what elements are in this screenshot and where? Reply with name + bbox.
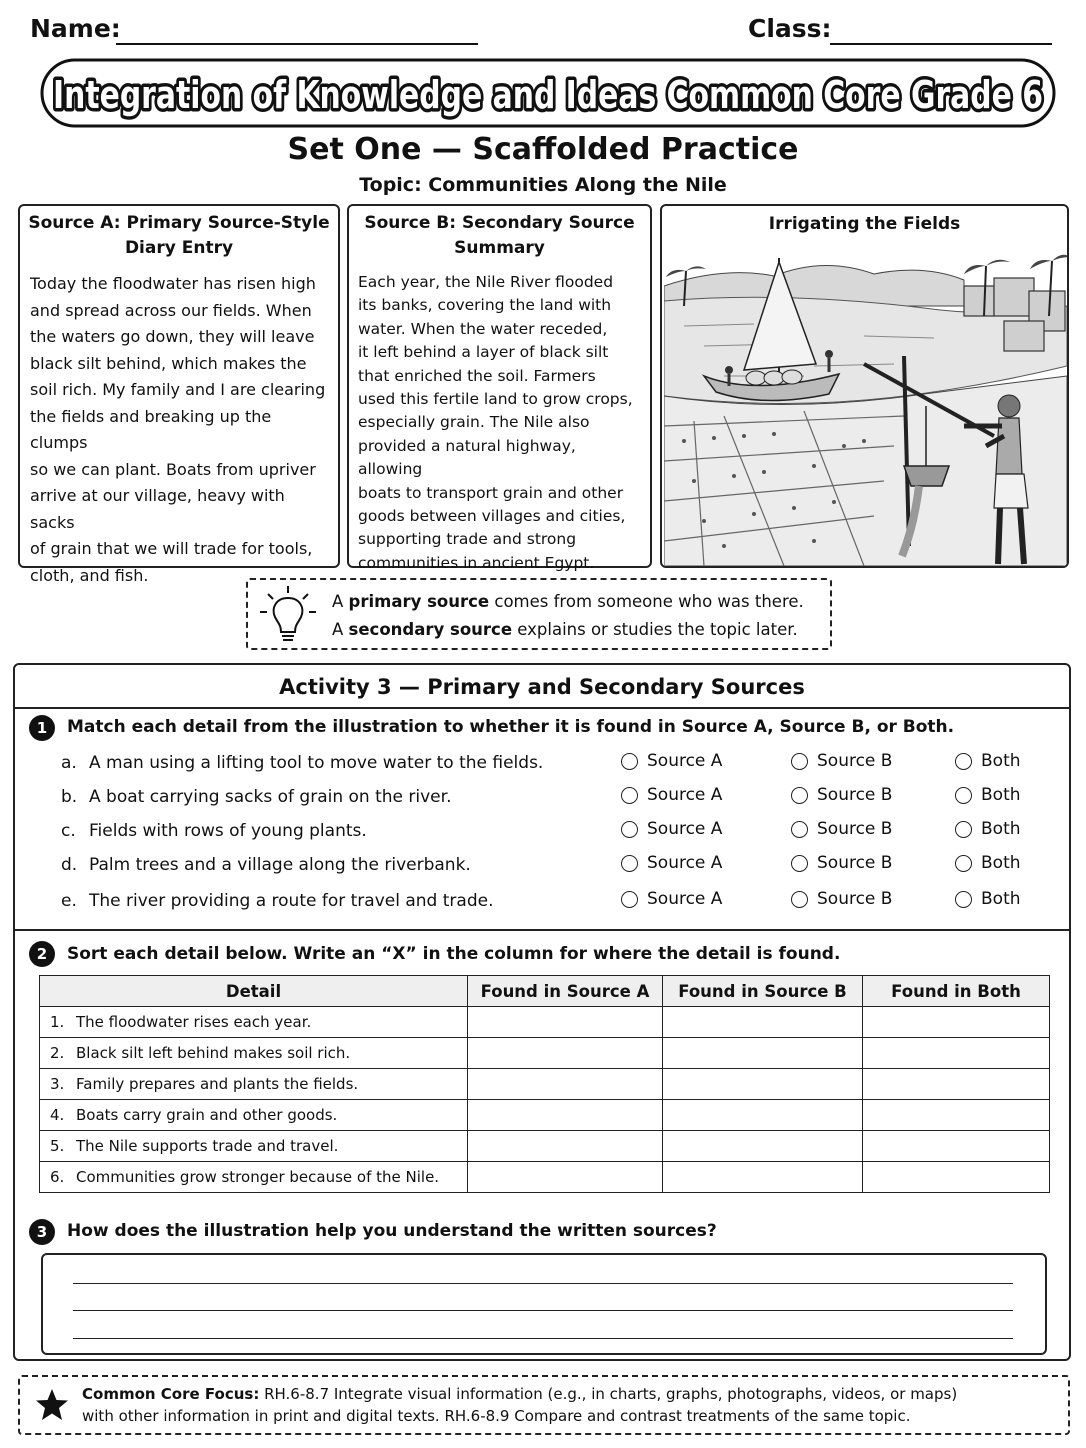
question-1-number: 1 [29, 715, 55, 741]
source-a-text: Today the floodwater has risen high and spread across our fields. When the waters go down, they will leave black silt behind, which makes the soil rich. My family and I are clearing the fields and breaking up the clumps so we can plant. Boats from upriver arrive at our village, heavy with sacks of grain that we will trade for tools, cloth, and fish. [30, 274, 326, 585]
radio-button[interactable] [791, 821, 808, 838]
answer-cell-both[interactable] [863, 1162, 1050, 1193]
match-option-source-a[interactable] [621, 819, 722, 839]
detail-text: The Nile supports trade and travel. [76, 1137, 339, 1155]
match-option-source-a[interactable] [621, 889, 722, 909]
match-row-text: The river providing a route for travel and trade. [89, 891, 494, 911]
radio-button[interactable] [955, 787, 972, 804]
match-option-both[interactable] [955, 751, 1021, 771]
answer-cell-source-b[interactable] [663, 1038, 863, 1069]
row-number: 2. [50, 1044, 65, 1062]
match-row-letter: c. [61, 821, 76, 841]
answer-cell-both[interactable] [863, 1069, 1050, 1100]
activity-title: Activity 3 — Primary and Secondary Sources [279, 675, 805, 699]
match-row [15, 785, 1069, 815]
common-core-focus [18, 1375, 1070, 1435]
answer-cell-source-a[interactable] [468, 1038, 663, 1069]
answer-box[interactable] [41, 1253, 1047, 1355]
primary-secondary-tip [246, 578, 832, 650]
answer-cell-source-b[interactable] [663, 1131, 863, 1162]
radio-button[interactable] [621, 855, 638, 872]
illustration-box [660, 204, 1069, 568]
answer-cell-source-b[interactable] [663, 1007, 863, 1038]
table-row [40, 1162, 1050, 1193]
radio-label: Source A [647, 751, 723, 771]
answer-cell-source-a[interactable] [468, 1131, 663, 1162]
detail-cell [40, 1007, 468, 1038]
question-3-number: 3 [29, 1219, 55, 1245]
match-option-both[interactable] [955, 785, 1021, 805]
table-row [40, 1100, 1050, 1131]
question-2-prompt: Sort each detail below. Write an “X” in the column for where the detail is found. [67, 944, 841, 964]
name-field[interactable] [116, 43, 478, 45]
header-both: Found in Both [863, 976, 1050, 1007]
match-row [15, 889, 1069, 919]
detail-cell [40, 1069, 468, 1100]
divider [15, 929, 1069, 931]
focus-line-1: Common Core Focus: RH.6-8.7 Integrate visual information (e.g., in charts, graphs, photographs, videos, or maps) [82, 1385, 958, 1403]
radio-label: Source B [817, 819, 893, 839]
radio-label: Source B [817, 853, 893, 873]
radio-label: Source A [647, 853, 723, 873]
answer-cell-source-a[interactable] [468, 1162, 663, 1193]
table-row [40, 1069, 1050, 1100]
detail-cell [40, 1131, 468, 1162]
radio-button[interactable] [791, 787, 808, 804]
radio-button[interactable] [791, 855, 808, 872]
class-label: Class: [748, 14, 832, 43]
focus-line-2: with other information in print and digital texts. RH.6-8.9 Compare and contrast treatments of the same topic. [82, 1407, 911, 1425]
illustration-title: Irrigating the Fields [768, 214, 961, 234]
match-row [15, 819, 1069, 849]
match-row-letter: e. [61, 891, 77, 911]
source-b-text: Each year, the Nile River flooded its banks, covering the land with water. When the water receded, it left behind a layer of black silt that enriched the soil. Farmers used this fertile land to grow crops, especially grain. The Nile also provided a natural highway, allowing boats to transport grain and other goods between villages and cities, supporting trade and strong communities in ancient Egypt. [358, 273, 633, 572]
tip-secondary-line: A secondary source explains or studies the topic later. [332, 620, 798, 639]
radio-button[interactable] [621, 821, 638, 838]
detail-cell [40, 1162, 468, 1193]
star-icon [34, 1387, 70, 1423]
match-option-both[interactable] [955, 819, 1021, 839]
radio-button[interactable] [621, 787, 638, 804]
answer-line[interactable] [73, 1310, 1013, 1311]
radio-label: Both [981, 751, 1021, 771]
radio-button[interactable] [791, 753, 808, 770]
answer-cell-source-a[interactable] [468, 1007, 663, 1038]
radio-button[interactable] [955, 855, 972, 872]
answer-cell-both[interactable] [863, 1131, 1050, 1162]
match-option-source-b[interactable] [791, 751, 892, 771]
nile-irrigation-illustration [664, 246, 1067, 566]
radio-label: Source A [647, 785, 723, 805]
row-number: 1. [50, 1013, 65, 1031]
row-number: 6. [50, 1168, 65, 1186]
worksheet-title [40, 56, 1056, 130]
answer-line[interactable] [73, 1338, 1013, 1339]
radio-button[interactable] [791, 891, 808, 908]
match-option-source-a[interactable] [621, 785, 722, 805]
header-source-a: Found in Source A [468, 976, 663, 1007]
radio-button[interactable] [955, 891, 972, 908]
source-b-title: Source B: Secondary Source Summary [364, 213, 635, 258]
detail-text: The floodwater rises each year. [76, 1013, 312, 1031]
match-row [15, 751, 1069, 781]
match-row-text: A man using a lifting tool to move water to the fields. [89, 753, 544, 773]
detail-text: Black silt left behind makes soil rich. [76, 1044, 351, 1062]
match-row-text: Fields with rows of young plants. [89, 821, 367, 841]
answer-cell-both[interactable] [863, 1100, 1050, 1131]
class-field[interactable] [830, 43, 1052, 45]
subtitle: Set One — Scaffolded Practice [287, 132, 799, 167]
name-label: Name: [30, 14, 121, 43]
detail-cell [40, 1038, 468, 1069]
name-class-row [30, 10, 1054, 46]
header-source-b: Found in Source B [663, 976, 863, 1007]
table-row [40, 1038, 1050, 1069]
topic: Topic: Communities Along the Nile [359, 174, 727, 196]
radio-label: Source A [647, 819, 723, 839]
match-row-letter: d. [61, 855, 78, 875]
row-number: 3. [50, 1075, 65, 1093]
answer-cell-both[interactable] [863, 1038, 1050, 1069]
activity-panel [13, 663, 1071, 1361]
source-b-box [347, 204, 652, 572]
detail-text: Boats carry grain and other goods. [76, 1106, 338, 1124]
radio-label: Both [981, 853, 1021, 873]
row-number: 4. [50, 1106, 65, 1124]
sort-table [39, 975, 1050, 1193]
detail-text: Communities grow stronger because of the Nile. [76, 1168, 440, 1186]
divider [15, 707, 1069, 709]
answer-cell-source-a[interactable] [468, 1069, 663, 1100]
table-row [40, 1007, 1050, 1038]
source-a-box [18, 204, 340, 585]
sort-table-header [40, 976, 1050, 1007]
answer-cell-source-a[interactable] [468, 1100, 663, 1131]
match-option-both[interactable] [955, 853, 1021, 873]
answer-line[interactable] [73, 1283, 1013, 1284]
question-3-prompt: How does the illustration help you understand the written sources? [67, 1221, 717, 1241]
detail-cell [40, 1100, 468, 1131]
match-option-source-b[interactable] [791, 889, 892, 909]
answer-cell-source-b[interactable] [663, 1100, 863, 1131]
match-row-text: A boat carrying sacks of grain on the river. [89, 787, 452, 807]
match-row-text: Palm trees and a village along the riverbank. [89, 855, 471, 875]
radio-label: Source B [817, 751, 893, 771]
match-option-source-a[interactable] [621, 853, 722, 873]
radio-label: Source B [817, 889, 893, 909]
worksheet-title-text: Integration of Knowledge and Ideas Common Core Grade 6 [53, 73, 1043, 117]
radio-label: Both [981, 785, 1021, 805]
match-option-source-b[interactable] [791, 785, 892, 805]
match-option-source-b[interactable] [791, 853, 892, 873]
match-row [15, 853, 1069, 883]
detail-text: Family prepares and plants the fields. [76, 1075, 359, 1093]
source-a-title: Source A: Primary Source-Style Diary Entry [28, 213, 330, 258]
match-row-letter: a. [61, 753, 77, 773]
answer-cell-source-b[interactable] [663, 1162, 863, 1193]
answer-cell-both[interactable] [863, 1007, 1050, 1038]
row-number: 5. [50, 1137, 65, 1155]
radio-label: Source A [647, 889, 723, 909]
match-option-source-b[interactable] [791, 819, 892, 839]
radio-label: Both [981, 889, 1021, 909]
lightbulb-icon [258, 584, 318, 646]
radio-button[interactable] [621, 891, 638, 908]
match-option-source-a[interactable] [621, 751, 722, 771]
header-detail: Detail [40, 976, 468, 1007]
answer-cell-source-b[interactable] [663, 1069, 863, 1100]
match-option-both[interactable] [955, 889, 1021, 909]
radio-button[interactable] [955, 821, 972, 838]
tip-primary-line: A primary source comes from someone who was there. [332, 592, 804, 611]
radio-button[interactable] [955, 753, 972, 770]
radio-label: Source B [817, 785, 893, 805]
radio-label: Both [981, 819, 1021, 839]
radio-button[interactable] [621, 753, 638, 770]
match-row-letter: b. [61, 787, 78, 807]
question-2-number: 2 [29, 941, 55, 967]
table-row [40, 1131, 1050, 1162]
question-1-prompt: Match each detail from the illustration to whether it is found in Source A, Source B, or Both. [67, 717, 955, 737]
